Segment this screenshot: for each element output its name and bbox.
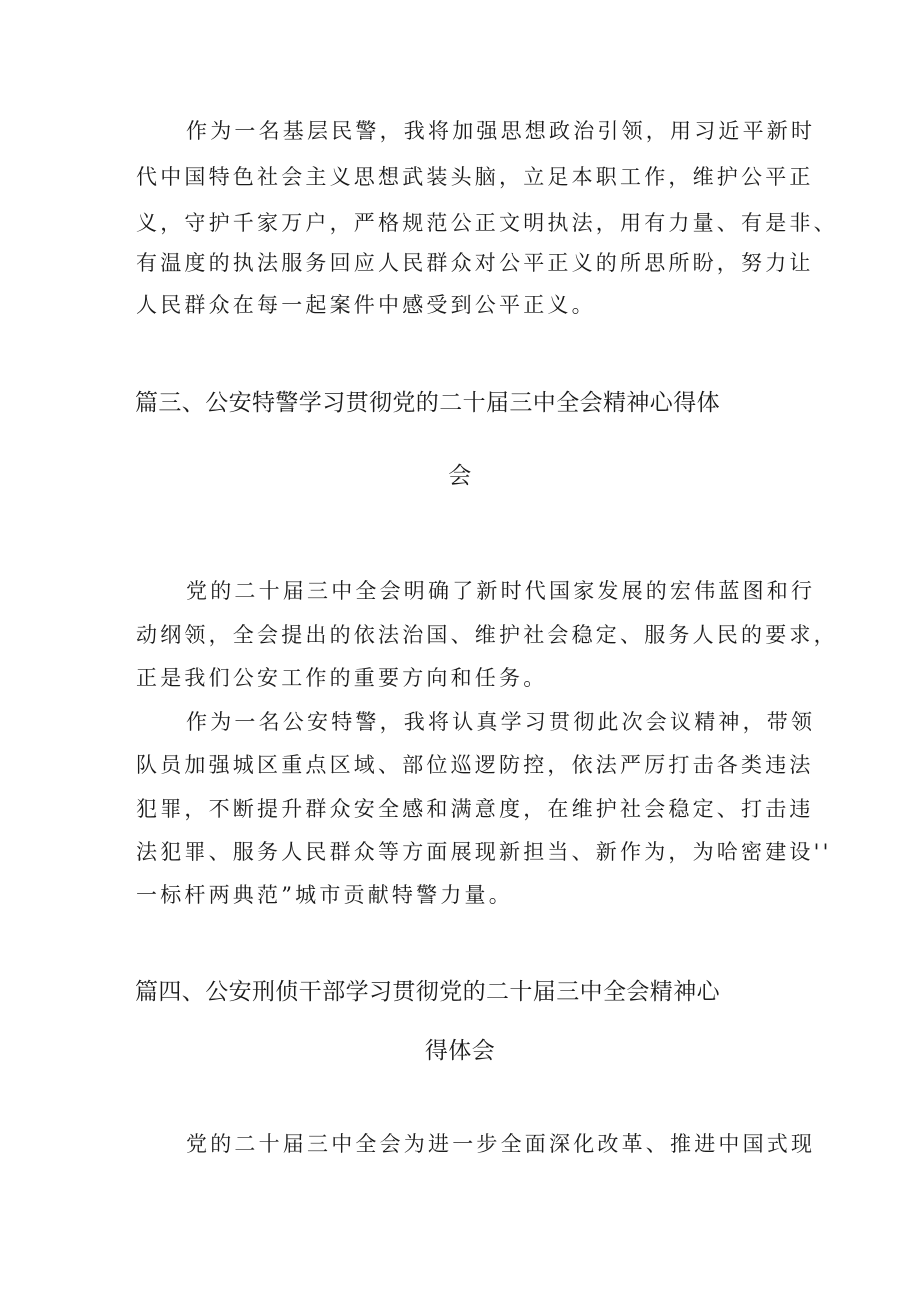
paragraph-line: 义，守护千家万户，严格规范公正文明执法，用有力量、有是非、 xyxy=(136,211,838,235)
paragraph-line: 有温度的执法服务回应人民群众对公平正义的所思所盼，努力让 xyxy=(136,251,814,275)
paragraph-line: 队员加强城区重点区域、部位巡逻防控，依法严厉打击各类违法 xyxy=(136,753,814,777)
section-heading-continuation: 得体会 xyxy=(424,1038,496,1064)
section-heading-continuation: 会 xyxy=(448,463,472,489)
section-heading: 篇四、公安刑侦干部学习贯彻党的二十届三中全会精神心 xyxy=(135,979,720,1005)
section-heading: 篇三、公安特警学习贯彻党的二十届三中全会精神心得体 xyxy=(135,390,720,416)
paragraph-line: 一标杆两典范”城市贡献特警力量。 xyxy=(136,883,513,907)
paragraph-line: 犯罪，不断提升群众安全感和满意度，在维护社会稳定、打击违 xyxy=(136,797,814,821)
paragraph-line: 人民群众在每一起案件中感受到公平正义。 xyxy=(136,293,596,317)
paragraph-line: 正是我们公安工作的重要方向和任务。 xyxy=(136,666,548,690)
paragraph-line: 动纲领，全会提出的依法治国、维护社会稳定、服务人民的要求， xyxy=(136,623,838,647)
paragraph-line: 党的二十届三中全会为进一步全面深化改革、推进中国式现 xyxy=(186,1132,816,1156)
paragraph-line: 党的二十届三中全会明确了新时代国家发展的宏伟蓝图和行 xyxy=(186,579,816,603)
paragraph-line: 作为一名基层民警，我将加强思想政治引领，用习近平新时 xyxy=(186,119,816,143)
paragraph-line: 法犯罪、服务人民群众等方面展现新担当、新作为，为哈密建设'' xyxy=(136,840,832,864)
paragraph-line: 代中国特色社会主义思想武装头脑，立足本职工作，维护公平正 xyxy=(136,165,814,189)
paragraph-line: 作为一名公安特警，我将认真学习贯彻此次会议精神，带领 xyxy=(186,710,816,734)
